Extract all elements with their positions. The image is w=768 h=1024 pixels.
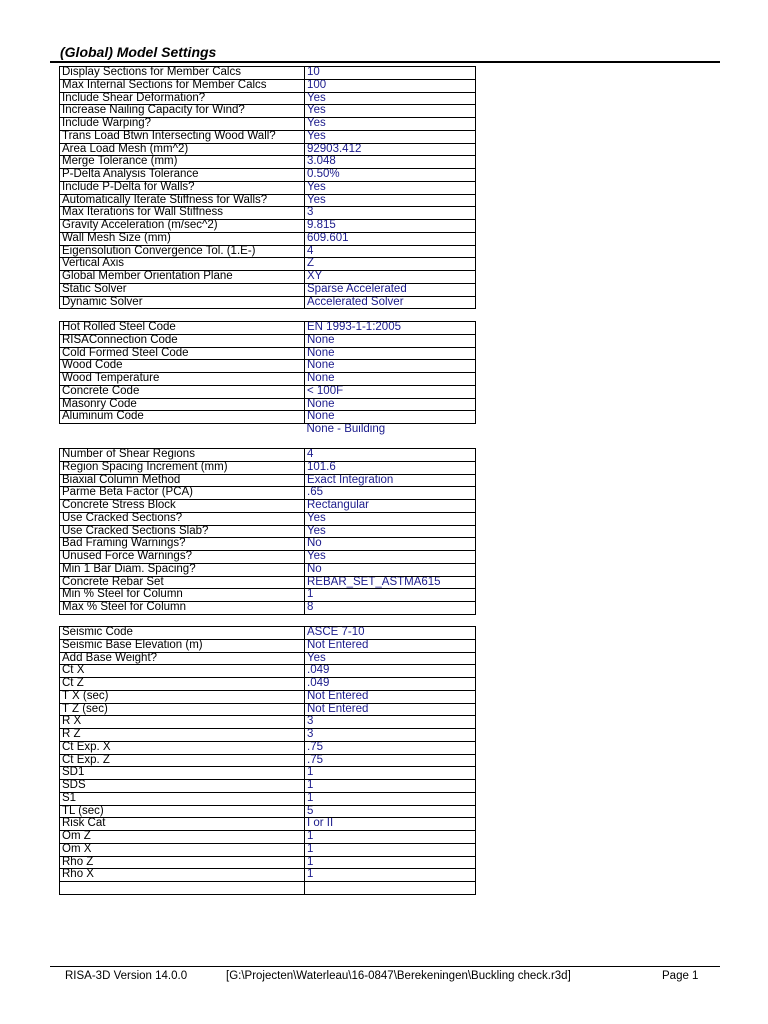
setting-row (60, 347, 476, 360)
setting-value: No (305, 538, 476, 551)
setting-label: Include P-Delta for Walls? (60, 181, 305, 194)
setting-row (60, 716, 476, 729)
setting-label: Rho Z (60, 856, 305, 869)
setting-row (60, 500, 476, 513)
setting-value: None (305, 373, 476, 386)
setting-row (60, 627, 476, 640)
setting-value: 1 (305, 843, 476, 856)
setting-label: Ct X (60, 665, 305, 678)
setting-label: Max Iterations for Wall Stiffness (60, 207, 305, 220)
setting-label: Rho X (60, 869, 305, 882)
setting-row (60, 792, 476, 805)
setting-value: 3 (305, 716, 476, 729)
setting-row (60, 220, 476, 233)
setting-label: Seismic Base Elevation (m) (60, 639, 305, 652)
setting-label: Trans Load Btwn Intersecting Wood Wall? (60, 130, 305, 143)
setting-value: Not Entered (305, 690, 476, 703)
setting-value: 10 (305, 67, 476, 80)
setting-value: 1 (305, 856, 476, 869)
setting-row (60, 461, 476, 474)
setting-row (60, 360, 476, 373)
footer-page-number: Page 1 (662, 970, 699, 982)
setting-value: 100 (305, 79, 476, 92)
setting-label: P-Delta Analysis Tolerance (60, 169, 305, 182)
setting-label: Concrete Code (60, 385, 305, 398)
setting-label: R X (60, 716, 305, 729)
setting-row (60, 729, 476, 742)
setting-value: .049 (305, 678, 476, 691)
setting-value: 4 (305, 449, 476, 462)
setting-label: Number of Shear Regions (60, 449, 305, 462)
setting-value: 1 (305, 780, 476, 793)
setting-row (60, 512, 476, 525)
setting-label: TL (sec) (60, 805, 305, 818)
setting-row (60, 678, 476, 691)
setting-row (60, 767, 476, 780)
setting-label: Masonry Code (60, 398, 305, 411)
setting-label: Static Solver (60, 283, 305, 296)
setting-value: 3 (305, 207, 476, 220)
setting-label: SDS (60, 780, 305, 793)
setting-row (60, 143, 476, 156)
setting-value: I or II (305, 818, 476, 831)
setting-row (60, 780, 476, 793)
setting-value: 1 (305, 792, 476, 805)
setting-value: .75 (305, 754, 476, 767)
setting-row (60, 194, 476, 207)
setting-label: Concrete Stress Block (60, 500, 305, 513)
setting-value: Rectangular (305, 500, 476, 513)
setting-value: None (305, 411, 476, 424)
setting-label: Wood Temperature (60, 373, 305, 386)
setting-row (60, 487, 476, 500)
setting-value: .75 (305, 741, 476, 754)
setting-row (60, 258, 476, 271)
setting-value: .049 (305, 665, 476, 678)
setting-row (60, 639, 476, 652)
setting-value: Yes (305, 512, 476, 525)
setting-row (60, 741, 476, 754)
setting-value: Yes (305, 525, 476, 538)
footer-divider (50, 966, 720, 967)
setting-value: 9.815 (305, 220, 476, 233)
setting-row (60, 271, 476, 284)
setting-value: Accelerated Solver (305, 296, 476, 309)
setting-row (60, 207, 476, 220)
setting-value: Not Entered (305, 703, 476, 716)
seismic-settings-table (59, 626, 476, 895)
setting-value: Sparse Accelerated (305, 283, 476, 296)
setting-value: 609.601 (305, 232, 476, 245)
setting-label: Parme Beta Factor (PCA) (60, 487, 305, 500)
setting-row (60, 79, 476, 92)
setting-label: Om X (60, 843, 305, 856)
setting-label: Area Load Mesh (mm^2) (60, 143, 305, 156)
setting-label: Add Base Weight? (60, 652, 305, 665)
setting-label: Om Z (60, 831, 305, 844)
setting-label: Wall Mesh Size (mm) (60, 232, 305, 245)
setting-row (60, 882, 476, 895)
setting-label: Merge Tolerance (mm) (60, 156, 305, 169)
setting-value: REBAR_SET_ASTMA615 (305, 576, 476, 589)
setting-row (60, 130, 476, 143)
setting-value: 1 (305, 589, 476, 602)
setting-row (60, 283, 476, 296)
setting-row (60, 322, 476, 335)
setting-row (60, 818, 476, 831)
setting-label-empty (60, 424, 305, 436)
setting-label: Hot Rolled Steel Code (60, 322, 305, 335)
setting-value-extra: None - Building (306, 423, 386, 435)
setting-label: RISAConnection Code (60, 334, 305, 347)
general-settings-table (59, 66, 476, 309)
setting-label: Min 1 Bar Diam. Spacing? (60, 563, 305, 576)
setting-value: No (305, 563, 476, 576)
setting-row-extra (60, 424, 476, 436)
setting-label: T X (sec) (60, 690, 305, 703)
setting-label: Use Cracked Sections? (60, 512, 305, 525)
setting-value: ASCE 7-10 (305, 627, 476, 640)
setting-row (60, 843, 476, 856)
setting-row (60, 232, 476, 245)
design-codes-table (59, 321, 476, 436)
setting-value: EN 1993-1-1:2005 (305, 322, 476, 335)
setting-label: Max % Steel for Column (60, 602, 305, 615)
setting-value: Z (305, 258, 476, 271)
setting-value: Exact Integration (305, 474, 476, 487)
setting-value: Yes (305, 130, 476, 143)
setting-label: Vertical Axis (60, 258, 305, 271)
setting-value: None (305, 347, 476, 360)
setting-label: Min % Steel for Column (60, 589, 305, 602)
setting-label: SD1 (60, 767, 305, 780)
setting-row (60, 754, 476, 767)
setting-value: 1 (305, 831, 476, 844)
setting-row (60, 690, 476, 703)
setting-label: Unused Force Warnings? (60, 551, 305, 564)
setting-label: Include Shear Deformation? (60, 92, 305, 105)
setting-value: 8 (305, 602, 476, 615)
setting-label: Use Cracked Sections Slab? (60, 525, 305, 538)
setting-label: Ct Z (60, 678, 305, 691)
setting-label: Ct Exp. Z (60, 754, 305, 767)
setting-row (60, 385, 476, 398)
setting-row (60, 856, 476, 869)
setting-value: 5 (305, 805, 476, 818)
setting-row (60, 551, 476, 564)
setting-value (305, 882, 476, 895)
setting-label: Cold Formed Steel Code (60, 347, 305, 360)
setting-row (60, 703, 476, 716)
setting-row (60, 156, 476, 169)
setting-label: Seismic Code (60, 627, 305, 640)
setting-value: 4 (305, 245, 476, 258)
setting-row (60, 92, 476, 105)
setting-label: Bad Framing Warnings? (60, 538, 305, 551)
setting-row (60, 398, 476, 411)
setting-row (60, 652, 476, 665)
setting-label: Biaxial Column Method (60, 474, 305, 487)
setting-value: Yes (305, 105, 476, 118)
setting-row (60, 589, 476, 602)
setting-row (60, 169, 476, 182)
setting-label: Ct Exp. X (60, 741, 305, 754)
setting-row (60, 474, 476, 487)
setting-value: .65 (305, 487, 476, 500)
setting-value: 3.048 (305, 156, 476, 169)
setting-row (60, 105, 476, 118)
setting-row (60, 67, 476, 80)
footer-version: RISA-3D Version 14.0.0 (65, 970, 188, 982)
setting-label: Include Warping? (60, 118, 305, 131)
setting-label: Automatically Iterate Stiffness for Walls? (60, 194, 305, 207)
setting-row (60, 602, 476, 615)
setting-label: Eigensolution Convergence Tol. (1.E-) (60, 245, 305, 258)
setting-label: R Z (60, 729, 305, 742)
setting-value: 1 (305, 869, 476, 882)
setting-value: 1 (305, 767, 476, 780)
setting-label: Increase Nailing Capacity for Wind? (60, 105, 305, 118)
setting-value: 3 (305, 729, 476, 742)
setting-value: Yes (305, 194, 476, 207)
setting-label: Wood Code (60, 360, 305, 373)
setting-value: < 100F (305, 385, 476, 398)
setting-row (60, 411, 476, 424)
setting-row (60, 805, 476, 818)
setting-row (60, 245, 476, 258)
setting-row (60, 538, 476, 551)
setting-value: None (305, 334, 476, 347)
setting-label: Global Member Orientation Plane (60, 271, 305, 284)
setting-row (60, 334, 476, 347)
setting-value: None (305, 398, 476, 411)
setting-value: 0.50% (305, 169, 476, 182)
setting-row (60, 831, 476, 844)
setting-label: T Z (sec) (60, 703, 305, 716)
setting-row (60, 181, 476, 194)
setting-label: Gravity Acceleration (m/sec^2) (60, 220, 305, 233)
setting-value: Yes (305, 92, 476, 105)
setting-label: Risk Cat (60, 818, 305, 831)
page-title: (Global) Model Settings (60, 44, 217, 60)
setting-label: Aluminum Code (60, 411, 305, 424)
setting-label: Concrete Rebar Set (60, 576, 305, 589)
setting-label (60, 882, 305, 895)
setting-value: None (305, 360, 476, 373)
setting-row (60, 576, 476, 589)
setting-value: Not Entered (305, 639, 476, 652)
setting-value: 92903.412 (305, 143, 476, 156)
setting-label: Dynamic Solver (60, 296, 305, 309)
setting-row (60, 525, 476, 538)
title-divider (50, 61, 720, 63)
setting-row (60, 869, 476, 882)
setting-row (60, 665, 476, 678)
setting-label: S1 (60, 792, 305, 805)
setting-value: Yes (305, 118, 476, 131)
setting-label: Display Sections for Member Calcs (60, 67, 305, 80)
setting-row (60, 118, 476, 131)
setting-value: Yes (305, 551, 476, 564)
concrete-settings-table (59, 448, 476, 615)
setting-row (60, 563, 476, 576)
setting-label: Max Internal Sections for Member Calcs (60, 79, 305, 92)
setting-value: 101.6 (305, 461, 476, 474)
setting-label: Region Spacing Increment (mm) (60, 461, 305, 474)
setting-value: Yes (305, 181, 476, 194)
setting-value: XY (305, 271, 476, 284)
setting-row (60, 449, 476, 462)
setting-row (60, 296, 476, 309)
footer-file-path: [G:\Projecten\Waterleau\16-0847\Berekeningen\Buckling check.r3d] (226, 970, 571, 982)
setting-value: Yes (305, 652, 476, 665)
setting-row (60, 373, 476, 386)
